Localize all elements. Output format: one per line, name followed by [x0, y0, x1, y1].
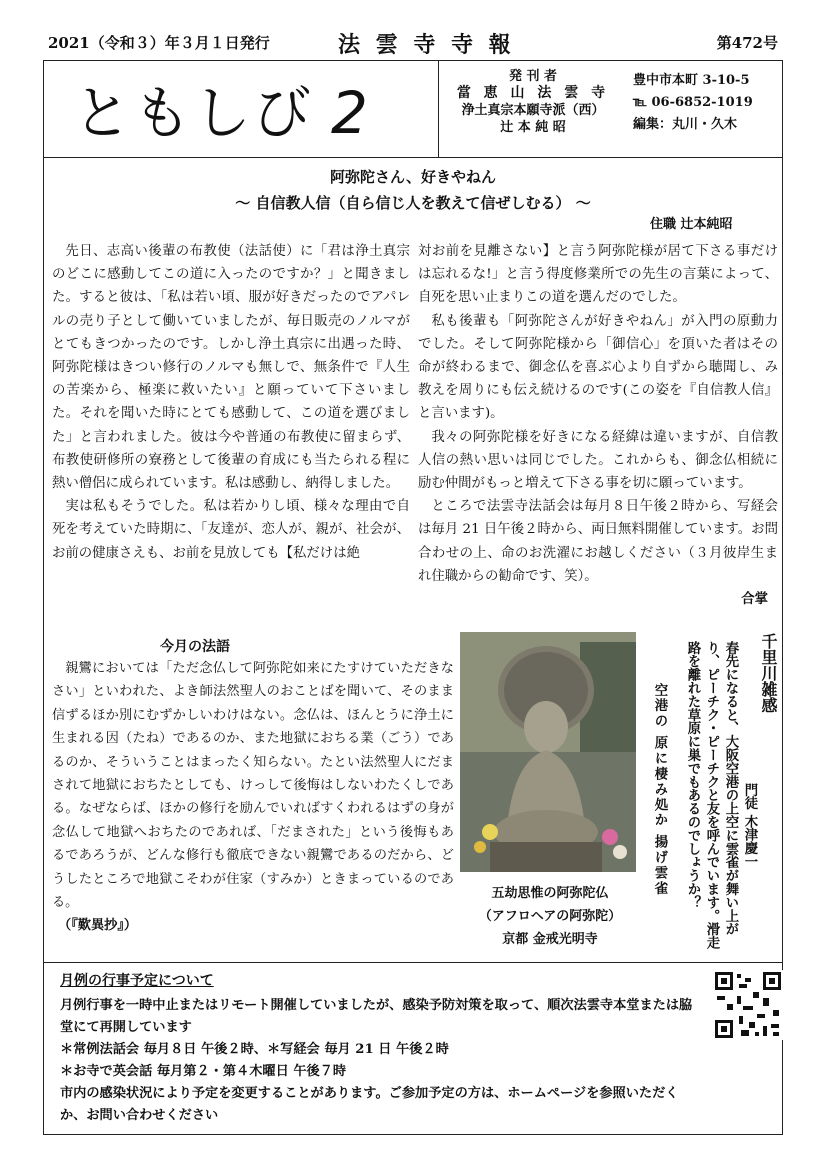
article-paragraph: 対お前を見離さない】と言う阿弥陀様が居て下さる事だけは忘れるな!」と言う得度修業所での先生の言葉によって、自死を思い止まりこの道を選んだのでした。	[418, 244, 778, 306]
dharma-text-block	[52, 657, 454, 938]
article-title: 阿弥陀さん、好きやねん	[330, 168, 496, 186]
issue-date: 2021（令和３）年３月１日発行	[48, 34, 270, 52]
dharma-source: （『歎異抄』）	[58, 918, 138, 934]
qr-code[interactable]	[713, 970, 783, 1040]
dharma-title: 今月の法語	[160, 639, 230, 655]
publisher-name: 辻 本 純 昭	[500, 120, 566, 135]
senryu-poem: 空港の 原に棲み処か 揚げ雲雀	[652, 683, 668, 897]
schedule-body	[60, 995, 700, 1127]
article-paragraph: 実は私もそうでした。私は若かりし頃、様々な理由で自死を考えていた時期に、「友達が、恋人が、親が、社会が、お前の健康さえも、お前を見放しても【私だけは絶	[52, 499, 410, 561]
article-paragraph: ところで法雲寺法話会は毎月８日午後２時から、写経会は毎月 21 日午後２時から、両日無料開催しています。お問合わせの上、命のお洗濯にお越しください（３月彼岸生まれ住職からの勧命です、笑）。	[418, 499, 778, 584]
paper-name: 法 雲 寺 寺 報	[338, 32, 515, 58]
article-paragraph: 我々の阿弥陀様を好きになる経緯は違いますが、自信教人信の熱い思いは同じでした。これからも、御念仏相続に励む仲間がもっと増えて下さる事を切に願っています。	[418, 429, 778, 492]
article-column-left	[52, 240, 410, 565]
photo-caption-line: 五劫思惟の阿弥陀仏	[491, 886, 609, 901]
senryu-author: 門徒 木津慶一	[742, 783, 758, 869]
publisher-sect: 浄土真宗本願寺派（西）	[461, 103, 605, 118]
issue-number: 第472号	[716, 34, 778, 52]
article-subtitle: ～ 自信教人信（自ら信じ人を教えて信ぜしむる） ～	[235, 194, 591, 212]
header-divider	[438, 60, 439, 157]
photo-caption	[455, 882, 645, 951]
contact-editors: 編集：丸川・久木	[633, 117, 738, 132]
senryu-title: 千里川雑感	[759, 633, 778, 713]
schedule-line: ＊常例法話会 毎月８日 午後２時、＊写経会 毎月 21 日 午後２時	[60, 1042, 449, 1057]
schedule-line: 市内の感染状況により予定を変更することがあります。ご参加予定の方は、ホームページを参照いただくか、お問い合わせください	[60, 1086, 679, 1123]
contact-tel: ℡ 06-6852-1019	[633, 95, 753, 110]
buddha-photo	[460, 632, 636, 872]
masthead-line	[48, 28, 778, 56]
photo-caption-line: 京都 金戒光明寺	[502, 932, 598, 947]
contact-block	[633, 70, 753, 136]
logo	[73, 66, 370, 150]
logo-number: 2	[331, 79, 370, 147]
article-paragraph: 先日、志高い後輩の布教使（法話使）に「君は浄土真宗のどこに感動してこの道に入ったのですか？」と聞きました。すると彼は、「私は若い頃、服が好きだったのでアパレルの売り子として働いていましたが、毎日販売のノルマがとてもきつかったのです。しかし浄土真宗に出遇った時、阿弥陀様はきつい修行のノルマも無しで、無条件で『人生の苦楽から、極楽に救いたい』と願っていて下さいました。それを聞いた時にとても感動して、この道を選びました」と言われました。彼は今や普通の布教使に留まらず、布教使研修所の寮務として後輩の育成にも当たられる程に熱い僧侶に成られています。私は感動し、納得しました。	[52, 244, 410, 492]
senryu-column	[650, 633, 778, 958]
contact-address: 豊中市本町 3-10-5	[633, 73, 750, 88]
logo-text: ともしび	[73, 79, 314, 147]
schedule-line: ＊お寺で英会話 毎月第２・第４木曜日 午後７時	[60, 1064, 347, 1079]
article-column-right	[418, 240, 778, 611]
senryu-body: 春先になると、大阪空港の上空に雲雀が舞い上がり、ピーチク・ピーチクと友を呼んでいます。滑走路を離れた草原に巣でもあるのでしょうか？	[685, 641, 739, 950]
schedule-title: 月例の行事予定について	[60, 973, 214, 989]
header-box	[43, 60, 783, 158]
article-paragraph: 私も後輩も「阿弥陀さんが好きやねん」が入門の原動力でした。そして阿弥陀様から「御信心」を頂いた者はその命が終わるまで、御念仏を喜ぶ心より自ずから聴聞し、み教えを周りにも伝え続けるのです(この姿を『自信教人信』と言います)。	[418, 313, 778, 422]
publisher-temple: 當 恵 山 法 雲 寺	[456, 85, 610, 101]
closing-gassho: 合掌	[741, 591, 768, 608]
schedule-line: 月例行事を一時中止またはリモート開催していましたが、感染予防対策を取って、順次法雲寺本堂または脇堂にて再開しています	[60, 998, 693, 1035]
photo-caption-line: （アフロヘアの阿弥陀）	[478, 909, 622, 924]
publisher-block	[443, 68, 623, 136]
closing-line	[418, 588, 778, 611]
publisher-label: 発 刊 者	[508, 69, 558, 84]
article-author: 住職 辻本純昭	[650, 217, 733, 232]
dharma-text: 親鸞においては「ただ念仏して阿弥陀如来にたすけていただきなさい」といわれた、よき師法然聖人のおことばを聞いて、そのまま信ずるほか別にむずかしいわけはない。念仏は、ほんとうに浄土に生まれる因（たね）であるのか、また地獄におちる業（ごう）であるのか、そういうことはまったく知らない。たとい法然聖人にだまされて地獄におちたとしても、けっして後悔はしないわたくしである。なぜならば、ほかの修行を励んでいればすくわれるはずの身が念仏して地獄へおちたのであれば、「だまされた」という後悔もあるであろうが、どんな修行も徹底できない親鸞であるのだから、どうしたところで地獄こそわが住家（すみか）ときまっているのである。	[52, 661, 454, 911]
